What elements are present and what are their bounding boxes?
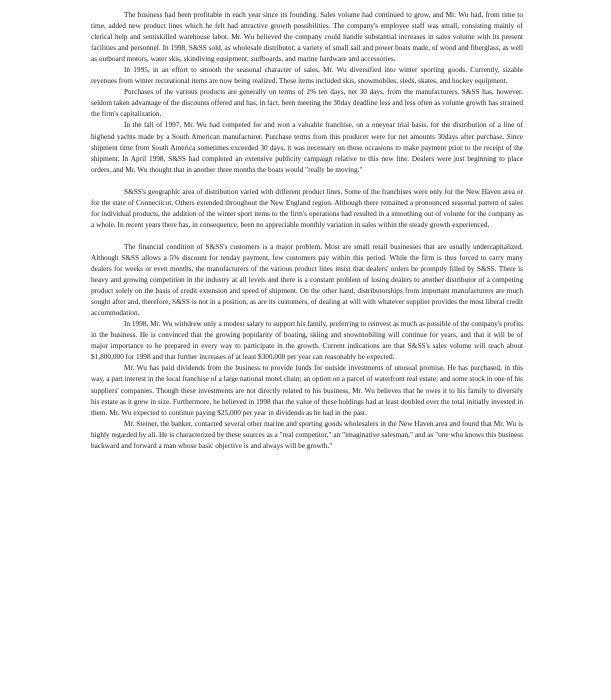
paragraph-yacht-franchise: In the fall of 1997, Mr. Wu had competed for and won a valuable franchise, on a oneyear trial basis, for the distribution of a line of highend yachts made by a South American manufacturer. Purchase terms from this producer were for net amounts 30days after purchase. Since shipment time from South America sometimes exceeded 30 days, it was necessary on those occasions to make payment prior to the receipt of the shipment. In April 1998, S&SS had completed an extensive publicity campaign relative to this new line. Dealers were just beginning to place orders, and Mr. Wu thought that in another three months the boats would "really be moving." xyxy=(91,120,523,174)
paragraph-dividends: Mr. Wu has paid dividends from the business to provide funds for outside investments of unusual promise. He has purchased, in this way, a part interest in the local franchise of a large national motel chain; an option on a parcel of waterfront real estate; and some stock in one of his suppliers' companies. Though these investments are not directly related to his business, Mr. Wu believes that he owes it to his family to diversify his estate as it grew in size. Furthermore, he believed in 1998 that the value of these holdings had at least doubled over the total initially invested in them. Mr. Wu expected to continue paying $25,000 per year in dividends as he had in the past. xyxy=(91,363,523,417)
paragraph-diversification: In 1995, in an effort to smooth the seasonal character of sales, Mr. Wu diversified into winter sporting goods. Currently, sizable revenues from winter recreational items are now being realized. These items included skis, snowmobiles, sleds, skates, and hockey equipment. xyxy=(91,65,523,86)
paragraph-banker-assessment: Mr. Steiner, the banker, contacted several other marine and sporting goods wholesalers in the New Haven area and found that Mr. Wu is highly regarded by all. He is characterized by these sources as a "real competitor," an "imaginative salesman," and as "one who knows this business backward and forward a man whose basic objective is and always will be growth." xyxy=(91,418,523,450)
paragraph-purchase-terms: Purchases of the various products are generally on terms of 2% ten days, net 30 days, from the manufacturers. S&SS has, however, seldom taken advantage of the discounts offered and has, in fact, been meeting the 30day deadline less and less often as volume growth has strained the firm's capitalization. xyxy=(91,87,523,119)
paragraph-customer-finances: The financial condition of S&SS's customers is a major problem. Most are small retail businesses that are usually undercapitalized. Although S&SS allows a 5% discount for tenday payment, few customers pay within this period. While the firm is thus forced to carry many dealers for weeks or even months, the manufacturers of the various product lines insist that dealers' orders be promptly filled by S&SS. There is heavy and growing competition in the industry at all levels and there is a constant problem of losing dealers to another distributor of a competing product solely on the basis of credit extension and speed of shipment. On the other hand, distributorships from important manufacturers are much sought after and, therefore, S&SS is not in a position, as are its customers, of dealing at will with whatever supplier provides the most liberal credit accommodation. xyxy=(91,241,523,318)
paragraph-profitability: The business had been profitable in each year since its founding. Sales volume had continued to grow, and Mr. Wu had, from time to time, added new product lines which he felt had attractive growth possibilities. The company's employee staff was small, consisting mainly of clerical help and semiskilled warehouse labor. Mr. Wu believed the company could handle substantial increases in sales volume with its present facilities and personnel. In 1998, S&SS sold, as wholesale distributor, a variety of small sail and power boats made, of wood and fiberglass, as well as outboard motors, water skis, skindiving equipment, surfboards, and marine hardware and accessories. xyxy=(91,10,523,64)
paragraph-distribution-area: S&SS's geographic area of distribution varied with different product lines. Some of the franchises were only for the New Haven area or for the state of Connecticut. Others extended throughout the New England region. Although there remained a pronounced seasonal pattern of sales for individual products, the addition of the winter sport items to the firm's operations had resulted in a smoothing out of volume for the company as a whole. In recent years there has, in consequence, been no appreciable monthly variation in sales within the steady growth experienced. xyxy=(91,186,523,229)
paragraph-salary-reinvestment: In 1998, Mr. Wu withdrew only a modest salary to support his family, preferring to reinvest as much as possible of the company's profits in the business. He is convinced that the growing popularity of boating, skiing and snowmobiling will continue for years, and that it will be of major importance to be prepared in every way to participate in the growth. Current indications are that S&SS's sales volume will reach about $1,800,000 for 1998 and that further increases of at least $300,000 per year can reasonably be expected. xyxy=(91,319,523,362)
document-page xyxy=(91,9,523,451)
